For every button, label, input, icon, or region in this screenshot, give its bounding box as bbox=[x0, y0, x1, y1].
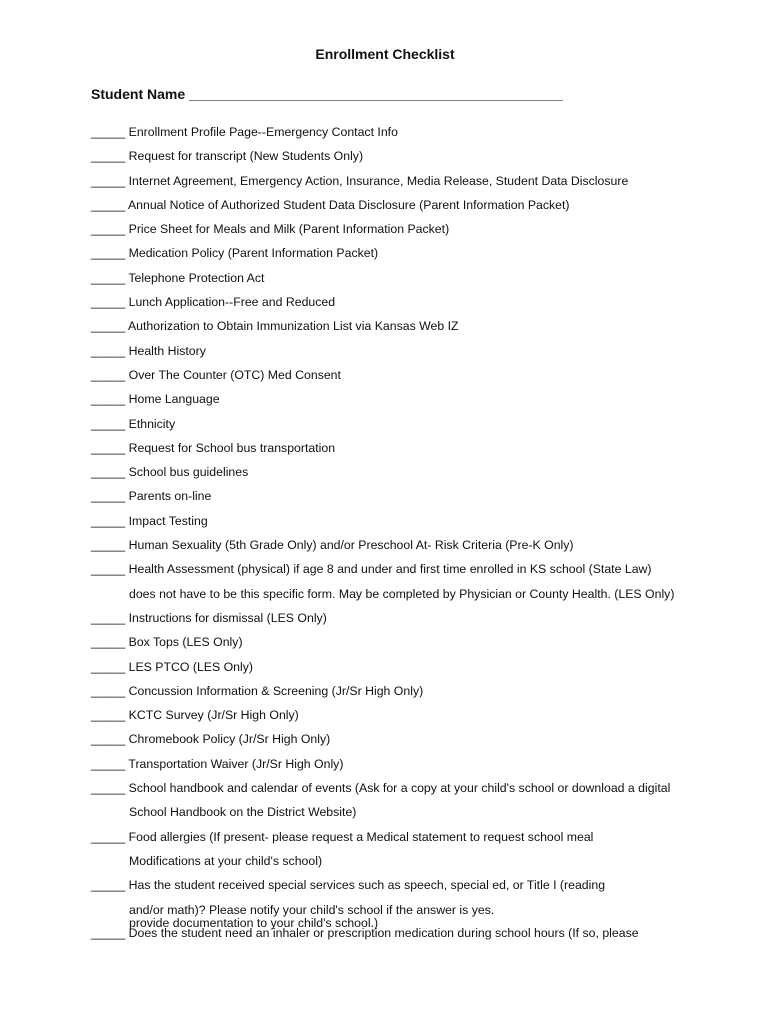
checklist-blank: _____ bbox=[91, 635, 126, 650]
checklist-blank: _____ bbox=[91, 367, 126, 382]
checklist-blank: _____ bbox=[91, 270, 126, 285]
checklist-item-text: Chromebook Policy (Jr/Sr High Only) bbox=[128, 732, 331, 747]
checklist-item-text: Parents on-line bbox=[128, 489, 212, 504]
checklist-item-text: Home Language bbox=[128, 392, 220, 407]
student-name-field: Student Name ________________________________________________ bbox=[91, 86, 563, 102]
checklist-item-text: Impact Testing bbox=[128, 513, 208, 528]
checklist-item-text: Transportation Waiver (Jr/Sr High Only) bbox=[128, 756, 344, 771]
checklist-item bbox=[91, 391, 711, 415]
checklist-item bbox=[91, 197, 711, 221]
checklist-item bbox=[91, 634, 711, 658]
checklist-item bbox=[91, 440, 711, 464]
checklist-item-text: Annual Notice of Authorized Student Data Disclosure (Parent Information Packet) bbox=[127, 197, 570, 212]
checklist-blank: _____ bbox=[91, 926, 129, 940]
checklist-item-continuation bbox=[91, 804, 711, 828]
checklist-blank: _____ bbox=[91, 756, 126, 771]
checklist-item bbox=[91, 756, 711, 780]
checklist-blank: _____ bbox=[91, 319, 126, 334]
checklist-item-text: and/or math)? Please notify your child's school if the answer is yes. bbox=[129, 902, 495, 917]
checklist-item bbox=[91, 829, 711, 853]
checklist-item-text: Food allergies (If present- please request a Medical statement to request school meal bbox=[128, 829, 594, 844]
checklist-item-text: Internet Agreement, Emergency Action, Insurance, Media Release, Student Data Disclosure bbox=[128, 173, 629, 188]
checklist-item bbox=[91, 683, 711, 707]
checklist-item-text: Instructions for dismissal (LES Only) bbox=[128, 610, 327, 625]
checklist-item bbox=[91, 343, 711, 367]
checklist-item bbox=[91, 318, 711, 342]
checklist-blank: _____ bbox=[91, 513, 126, 528]
checklist-item bbox=[91, 561, 711, 585]
checklist-item bbox=[91, 513, 711, 537]
checklist-item-text: Health History bbox=[128, 343, 206, 358]
checklist-item bbox=[91, 707, 711, 731]
checklist-blank: _____ bbox=[91, 489, 126, 504]
checklist-item-text: Telephone Protection Act bbox=[128, 270, 265, 285]
enrollment-checklist bbox=[91, 124, 711, 926]
checklist-item bbox=[91, 124, 711, 148]
document-title: Enrollment Checklist bbox=[315, 46, 455, 62]
checklist-blank: _____ bbox=[91, 197, 126, 212]
checklist-item bbox=[91, 270, 711, 294]
checklist-continuation-text: provide documentation to your child's school.) bbox=[129, 916, 379, 930]
checklist-item-text: Has the student received special services such as speech, special ed, or Title I (reading bbox=[128, 878, 606, 893]
checklist-item-text: School Handbook on the District Website) bbox=[129, 805, 357, 820]
checklist-blank: _____ bbox=[91, 222, 126, 237]
checklist-item bbox=[91, 416, 711, 440]
checklist-item-text: Box Tops (LES Only) bbox=[128, 635, 243, 650]
checklist-blank: _____ bbox=[91, 878, 126, 893]
checklist-item bbox=[91, 464, 711, 488]
checklist-blank: _____ bbox=[91, 149, 126, 164]
checklist-item-text: Request for transcript (New Students Only) bbox=[128, 149, 364, 164]
checklist-blank: _____ bbox=[91, 465, 126, 480]
checklist-blank: _____ bbox=[91, 683, 126, 698]
checklist-item bbox=[91, 367, 711, 391]
checklist-item-text: Does the student need an inhaler or prescription medication during school hours (If so, please bbox=[128, 926, 639, 940]
checklist-blank: _____ bbox=[91, 416, 126, 431]
checklist-item bbox=[91, 659, 711, 683]
checklist-item-continuation bbox=[91, 853, 711, 877]
checklist-item-text: LES PTCO (LES Only) bbox=[128, 659, 253, 674]
checklist-item-text: Medication Policy (Parent Information Packet) bbox=[128, 246, 379, 261]
checklist-blank: _____ bbox=[91, 295, 126, 310]
checklist-blank: _____ bbox=[91, 610, 126, 625]
checklist-item-text: School bus guidelines bbox=[128, 465, 249, 480]
checklist-blank: _____ bbox=[91, 125, 126, 139]
checklist-item-text: School handbook and calendar of events (Ask for a copy at your child's school or download a digital bbox=[128, 781, 671, 796]
checklist-blank: _____ bbox=[91, 708, 126, 723]
checklist-blank: _____ bbox=[91, 829, 126, 844]
checklist-item bbox=[91, 780, 711, 804]
checklist-item bbox=[91, 537, 711, 561]
checklist-item-text: Lunch Application--Free and Reduced bbox=[128, 295, 336, 310]
checklist-blank: _____ bbox=[91, 781, 126, 796]
checklist-blank: _____ bbox=[91, 562, 126, 577]
checklist-blank: _____ bbox=[91, 732, 126, 747]
checklist-blank: _____ bbox=[91, 659, 126, 674]
checklist-blank: _____ bbox=[91, 440, 126, 455]
checklist-blank: _____ bbox=[91, 538, 126, 553]
checklist-item-text: Health Assessment (physical) if age 8 and under and first time enrolled in KS school (State Law) bbox=[128, 562, 652, 577]
checklist-item-text: Over The Counter (OTC) Med Consent bbox=[128, 367, 341, 382]
checklist-blank: _____ bbox=[91, 173, 126, 188]
checklist-item-text: Enrollment Profile Page--Emergency Contact Info bbox=[128, 125, 398, 139]
checklist-item bbox=[91, 245, 711, 269]
checklist-item-text: does not have to be this specific form. May be completed by Physician or County Health. (LES Only) bbox=[129, 586, 675, 601]
checklist-item bbox=[91, 610, 711, 634]
checklist-item-text: KCTC Survey (Jr/Sr High Only) bbox=[128, 708, 299, 723]
checklist-item-continuation bbox=[91, 586, 711, 610]
checklist-item bbox=[91, 488, 711, 512]
checklist-item bbox=[91, 221, 711, 245]
checklist-item-text: Human Sexuality (5th Grade Only) and/or Preschool At- Risk Criteria (Pre-K Only) bbox=[128, 538, 574, 553]
checklist-blank: _____ bbox=[91, 246, 126, 261]
checklist-item bbox=[91, 877, 711, 901]
checklist-item bbox=[91, 173, 711, 197]
checklist-item-text: Price Sheet for Meals and Milk (Parent Information Packet) bbox=[128, 222, 450, 237]
checklist-item-text: Request for School bus transportation bbox=[128, 440, 336, 455]
checklist-item bbox=[91, 148, 711, 172]
checklist-item bbox=[91, 925, 639, 941]
checklist-item-text: Ethnicity bbox=[128, 416, 176, 431]
checklist-item bbox=[91, 294, 711, 318]
checklist-blank: _____ bbox=[91, 343, 126, 358]
checklist-item-text: Concussion Information & Screening (Jr/Sr High Only) bbox=[128, 683, 424, 698]
checklist-item-text: Modifications at your child's school) bbox=[129, 853, 323, 868]
checklist-item bbox=[91, 731, 711, 755]
checklist-item-text: Authorization to Obtain Immunization List via Kansas Web IZ bbox=[127, 319, 459, 334]
checklist-blank: _____ bbox=[91, 392, 126, 407]
